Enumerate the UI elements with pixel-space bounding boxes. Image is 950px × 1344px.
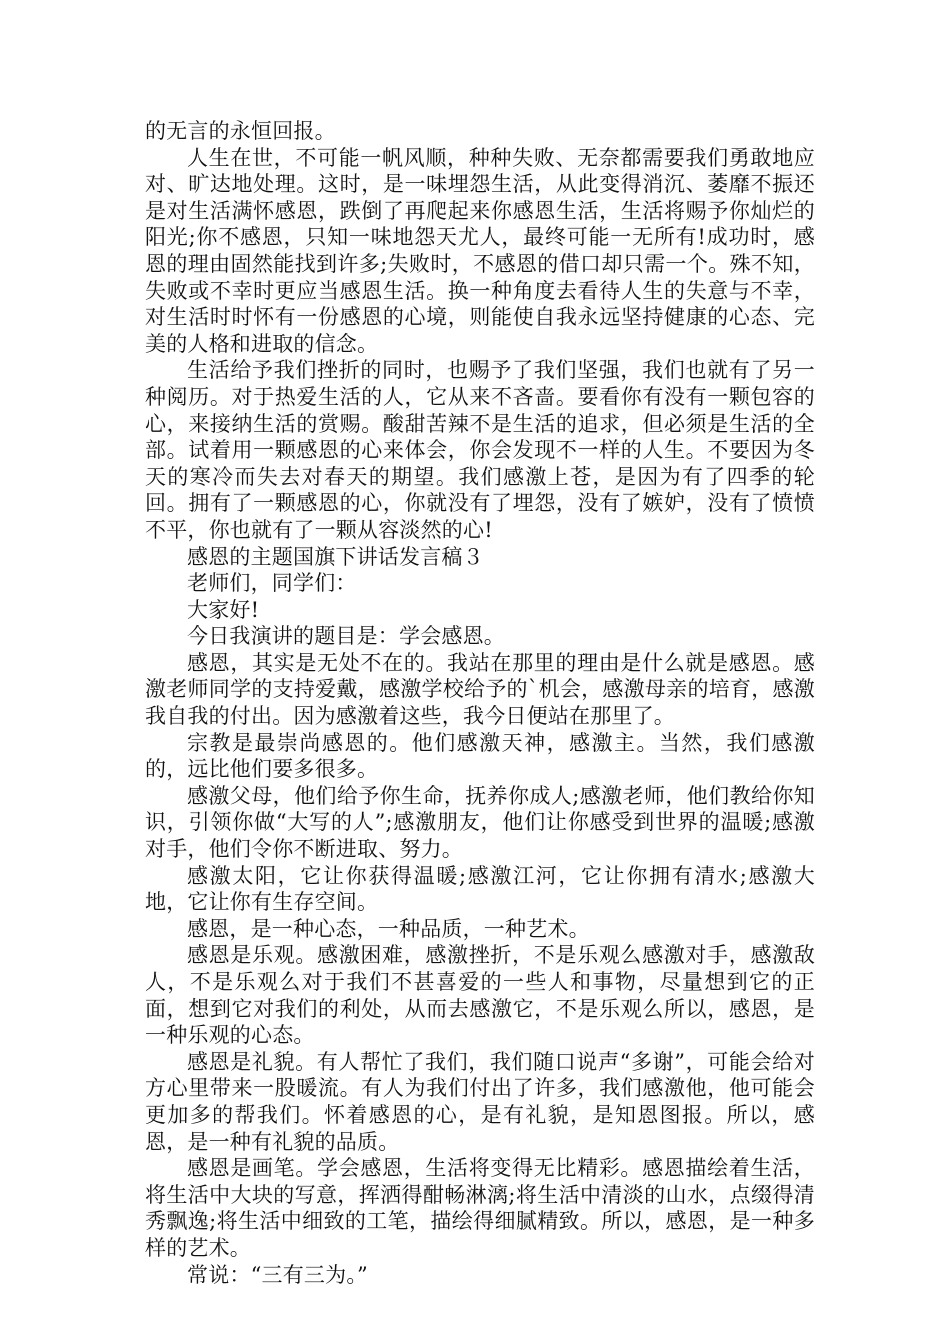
document-body: [145, 118, 815, 1288]
paragraph: 感恩是礼貌。有人帮忙了我们，我们随口说声“多谢”，可能会给对方心里带来一股暖流。有人为我们付出了许多，我们感激他，他可能会更加多的帮我们。怀着感恩的心，是有礼貌，是知恩图报。所以，感恩，是一种有礼貌的品质。: [145, 1049, 815, 1154]
paragraph: 感激太阳，它让你获得温暖;感激江河，它让你拥有清水;感激大地，它让你有生存空间。: [145, 863, 815, 915]
salutation: 老师们，同学们：: [187, 571, 357, 596]
paragraph: 感恩是乐观。感激困难，感激挫折，不是乐观么感激对手，感激敌人，不是乐观么对于我们不甚喜爱的一些人和事物，尽量想到它的正面，想到它对我们的利处，从而去感激它，不是乐观么所以，感恩，是一种乐观的心态。: [145, 943, 815, 1048]
paragraph: 感恩是画笔。学会感恩，生活将变得无比精彩。感恩描绘着生活，将生活中大块的写意，挥洒得酣畅淋漓;将生活中清淡的山水，点缀得清秀飘逸;将生活中细致的工笔，描绘得细腻精致。所以，感恩，是一种多样的艺术。: [145, 1156, 815, 1260]
section-title: 感恩的主题国旗下讲话发言稿３: [187, 544, 484, 569]
paragraph: 生活给予我们挫折的同时，也赐予了我们坚强，我们也就有了另一种阅历。对于热爱生活的人，它从来不吝啬。要看你有没有一颗包容的心，来接纳生活的赏赐。酸甜苦辣不是生活的追求，但必须是生活的全部。试着用一颗感恩的心来体会，你会发现不一样的人生。不要因为冬天的寒冷而失去对春天的期望。我们感激上苍，是因为有了四季的轮回。拥有了一颗感恩的心，你就没有了埋怨，没有了嫉妒，没有了愤愤不平，你也就有了一颗从容淡然的心!: [145, 358, 815, 542]
paragraph: 常说：“三有三为。”: [187, 1262, 368, 1287]
paragraph: 感激父母，他们给予你生命，抚养你成人;感激老师，他们教给你知识，引领你做“大写的人”;感激朋友，他们让你感受到世界的温暖;感激对手，他们令你不断进取、努力。: [145, 783, 815, 862]
paragraph: 人生在世，不可能一帆风顺，种种失败、无奈都需要我们勇敢地应对、旷达地处理。这时，是一味埋怨生活，从此变得消沉、萎靡不振还是对生活满怀感恩，跌倒了再爬起来你感恩生活，生活将赐予你灿烂的阳光;你不感恩，只知一味地怨天尤人，最终可能一无所有!成功时，感恩的理由固然能找到许多;失败时，不感恩的借口却只需一个。殊不知，失败或不幸时更应当感恩生活。换一种角度去看待人生的失意与不幸，对生活时时怀有一份感恩的心境，则能使自我永远坚持健康的心态、完美的人格和进取的信念。: [145, 145, 815, 356]
paragraph: 今日我演讲的题目是：学会感恩。: [187, 624, 505, 649]
paragraph: 的无言的永恒回报。: [145, 119, 336, 143]
paragraph: 感恩，是一种心态，一种品质，一种艺术。: [187, 916, 590, 941]
paragraph: 感恩，其实是无处不在的。我站在那里的理由是什么就是感恩。感激老师同学的支持爱戴，感激学校给予的`机会，感激母亲的培育，感激我自我的付出。因为感激着这些，我今日便站在那里了。: [145, 650, 815, 729]
greeting: 大家好!: [187, 597, 260, 622]
paragraph: 宗教是最崇尚感恩的。他们感激天神，感激主。当然，我们感激的，远比他们要多很多。: [145, 730, 815, 782]
